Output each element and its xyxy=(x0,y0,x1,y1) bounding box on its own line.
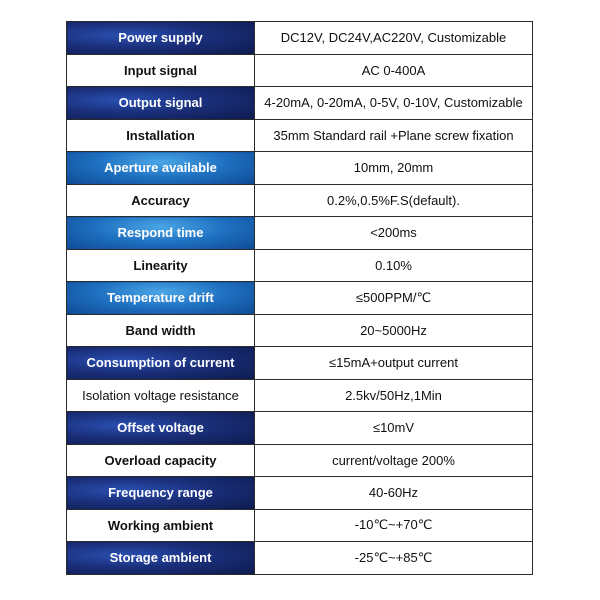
table-row xyxy=(67,314,533,347)
table-row xyxy=(67,184,533,217)
spec-value: ≤15mA+output current xyxy=(255,347,533,380)
spec-label: Working ambient xyxy=(67,509,255,542)
spec-label: Overload capacity xyxy=(67,444,255,477)
table-row xyxy=(67,87,533,120)
table-row xyxy=(67,379,533,412)
spec-label: Accuracy xyxy=(67,184,255,217)
table-row xyxy=(67,22,533,55)
spec-label: Temperature drift xyxy=(67,282,255,315)
spec-label: Consumption of current xyxy=(67,347,255,380)
spec-value: 40-60Hz xyxy=(255,477,533,510)
spec-value: 4-20mA, 0-20mA, 0-5V, 0-10V, Customizable xyxy=(255,87,533,120)
spec-value: 0.2%,0.5%F.S(default). xyxy=(255,184,533,217)
table-row xyxy=(67,509,533,542)
table-row xyxy=(67,217,533,250)
spec-value: ≤10mV xyxy=(255,412,533,445)
table-row xyxy=(67,249,533,282)
spec-value: current/voltage 200% xyxy=(255,444,533,477)
spec-table-body xyxy=(67,22,533,575)
spec-value: 2.5kv/50Hz,1Min xyxy=(255,379,533,412)
table-row xyxy=(67,412,533,445)
spec-table xyxy=(66,21,533,575)
spec-label: Band width xyxy=(67,314,255,347)
spec-value: <200ms xyxy=(255,217,533,250)
spec-label: Aperture available xyxy=(67,152,255,185)
table-row xyxy=(67,54,533,87)
spec-value: DC12V, DC24V,AC220V, Customizable xyxy=(255,22,533,55)
spec-value: AC 0-400A xyxy=(255,54,533,87)
table-row xyxy=(67,444,533,477)
spec-value: 0.10% xyxy=(255,249,533,282)
spec-label: Isolation voltage resistance xyxy=(67,379,255,412)
spec-label: Input signal xyxy=(67,54,255,87)
table-row xyxy=(67,119,533,152)
spec-value: 20~5000Hz xyxy=(255,314,533,347)
table-row xyxy=(67,347,533,380)
table-row xyxy=(67,152,533,185)
spec-value: ≤500PPM/℃ xyxy=(255,282,533,315)
table-row xyxy=(67,477,533,510)
table-row xyxy=(67,282,533,315)
spec-value: -10℃~+70℃ xyxy=(255,509,533,542)
spec-label: Installation xyxy=(67,119,255,152)
spec-label: Offset voltage xyxy=(67,412,255,445)
spec-label: Power supply xyxy=(67,22,255,55)
spec-label: Output signal xyxy=(67,87,255,120)
spec-label: Frequency range xyxy=(67,477,255,510)
spec-label: Respond time xyxy=(67,217,255,250)
spec-label: Storage ambient xyxy=(67,542,255,575)
table-row xyxy=(67,542,533,575)
spec-label: Linearity xyxy=(67,249,255,282)
spec-value: -25℃~+85℃ xyxy=(255,542,533,575)
spec-value: 10mm, 20mm xyxy=(255,152,533,185)
spec-value: 35mm Standard rail +Plane screw fixation xyxy=(255,119,533,152)
